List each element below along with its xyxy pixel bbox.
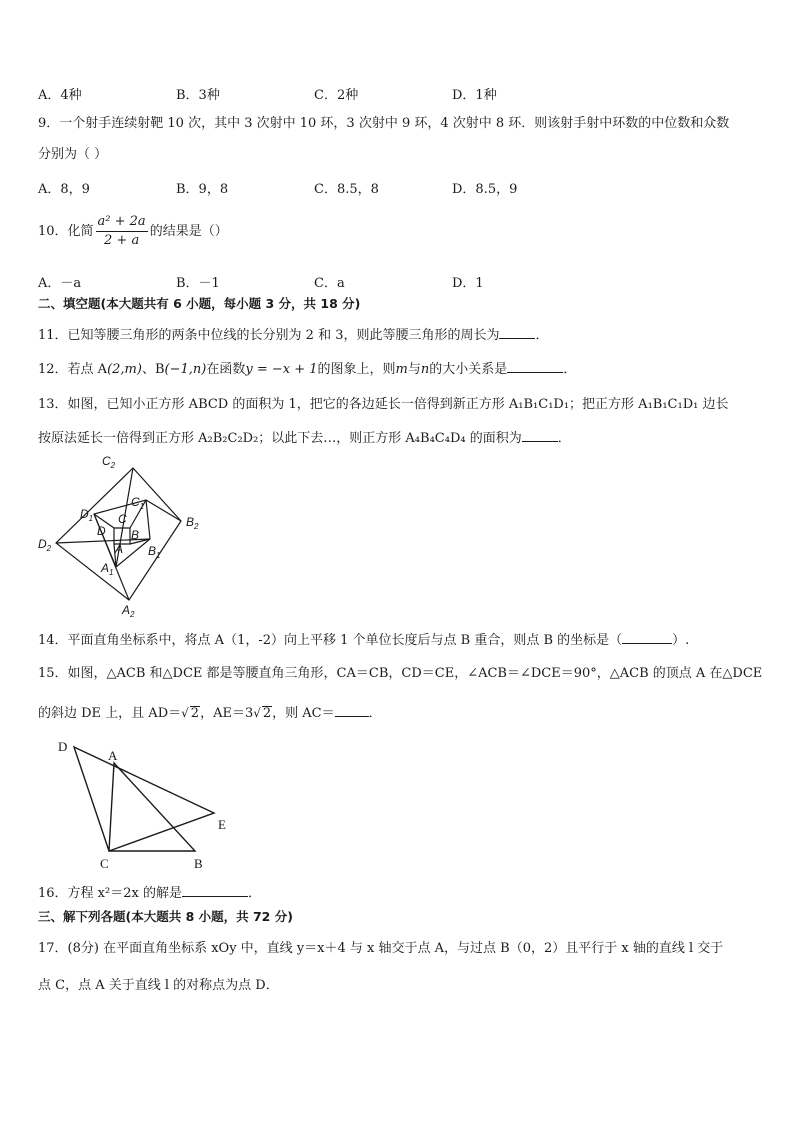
label-d: D [97, 524, 106, 538]
q15-end: ． [368, 706, 382, 721]
q13-period: ． [557, 431, 571, 446]
q15-sqrt-arg-1: 2 [190, 706, 200, 721]
q15-answer-blank [335, 704, 369, 717]
label-d1: $D_1$ [80, 507, 94, 523]
label-c2: $C_2$ [102, 454, 116, 470]
q9-stem-line1: 9．一个射手连续射靶 10 次，其中 3 次射中 10 环，3 次射中 9 环，4 次射中 8 环．则该射手射中环数的中位数和众数 [38, 116, 730, 131]
q16-text: 16．方程 x²＝2x 的解是 [38, 886, 182, 901]
q11-text: 11．已知等腰三角形的两条中位线的长分别为 2 和 3，则此等腰三角形的周长为 [38, 328, 500, 343]
label-d: D [58, 739, 68, 754]
q12-var-n: n [420, 362, 430, 377]
section-3-heading: 三、解下列各题(本大题共 8 小题，共 72 分) [38, 909, 293, 924]
q15-text-b: ，AE＝3 [200, 706, 254, 721]
q15-text-a: 的斜边 DE 上，且 AD＝ [38, 706, 182, 721]
q12-text-1: 12．若点 A [38, 362, 108, 377]
q12-point-b: (−1,n) [164, 362, 207, 377]
triangle-dce [74, 747, 214, 851]
q8-option-b: B．3种 [176, 88, 220, 103]
q15-sqrt-arg-2: 2 [262, 706, 272, 721]
q8-option-a: A．4种 [38, 88, 82, 103]
label-c: C [100, 856, 109, 871]
label-a: A [108, 748, 118, 763]
label-e: E [218, 817, 226, 832]
q13-answer-blank [522, 429, 558, 442]
diagonal-b2-c1 [146, 500, 181, 521]
square-a2b2c2d2 [56, 468, 181, 600]
q15-sqrt-sign-2: √ [253, 706, 261, 720]
q16-stem [38, 884, 261, 900]
q15-sqrt-sign-1: √ [181, 706, 189, 720]
q8-option-d: D．1种 [452, 88, 497, 103]
q10-numerator: a² + 2a [96, 213, 148, 232]
q8-option-c: C．2种 [314, 88, 359, 103]
q15-text-c: ，则 AC＝ [272, 706, 335, 721]
q10-stem [38, 213, 228, 250]
q9-option-a: A．8，9 [38, 182, 90, 197]
label-a2: $A_2$ [122, 603, 135, 619]
q13-line2-text: 按原法延长一倍得到正方形 A₂B₂C₂D₂；以此下去…，则正方形 A₄B₄C₄D₄ 的面积为 [38, 431, 522, 446]
label-b: B [131, 528, 140, 542]
q17-stem-line1: 17．(8分) 在平面直角坐标系 xOy 中，直线 y＝x＋4 与 x 轴交于点 A，与过点 B（0，2）且平行于 x 轴的直线 l 交于 [38, 941, 724, 956]
q10-option-b: B．－1 [176, 276, 220, 291]
q11-period: ． [535, 328, 549, 343]
q9-stem-line2: 分别为（ ） [38, 147, 108, 162]
q15-triangles-figure [52, 733, 252, 873]
q10-option-c: C．a [314, 276, 345, 291]
q12-period: ． [563, 362, 577, 377]
q13-nested-squares-figure [30, 448, 220, 620]
q14-end: ）. [672, 633, 690, 648]
q14-text: 14．平面直角坐标系中，将点 A（1，-2）向上平移 1 个单位长度后与点 B 重合，则点 B 的坐标是（ [38, 633, 623, 648]
q16-end: ． [247, 886, 261, 901]
q12-text-3: 在函数 [206, 362, 246, 377]
q10-option-d: D．1 [452, 276, 484, 291]
q9-option-c: C．8.5，8 [314, 182, 379, 197]
q13-stem-line2 [38, 429, 571, 445]
label-d2: $D_2$ [38, 537, 52, 553]
q10-suffix: 的结果是（） [149, 224, 228, 239]
label-a: A [115, 542, 124, 556]
q15-stem-line1: 15．如图，△ACB 和△DCE 都是等腰直角三角形，CA＝CB，CD＝CE，∠ACB＝∠DCE＝90°，△ACB 的顶点 A 在△DCE [38, 666, 763, 681]
q17-stem-line2: 点 C，点 A 关于直线 l 的对称点为点 D． [38, 978, 279, 993]
q11-answer-blank [499, 326, 535, 339]
q10-option-a: A．－a [38, 276, 82, 291]
q15-stem-line2 [38, 704, 382, 720]
q12-point-a: (2,m) [107, 362, 142, 377]
q12-answer-blank [507, 360, 563, 373]
label-b1: $B_1$ [148, 544, 161, 560]
triangle-acb [109, 763, 195, 851]
q10-fraction [96, 213, 148, 250]
q9-option-b: B．9，8 [176, 182, 229, 197]
q14-stem [38, 631, 689, 647]
q12-text-6: 的大小关系是 [429, 362, 508, 377]
q10-denominator: 2 + a [104, 233, 140, 248]
q12-text-2: 、B [141, 362, 165, 377]
q12-var-m: m [395, 362, 408, 377]
label-c: C [118, 512, 127, 526]
q16-answer-blank [182, 884, 248, 897]
q12-text-4: 的图象上，则 [317, 362, 396, 377]
q13-stem-line1: 13．如图，已知小正方形 ABCD 的面积为 1，把它的各边延长一倍得到新正方形 A₁B₁C₁D₁；把正方形 A₁B₁C₁D₁ 边长 [38, 397, 729, 412]
label-b: B [194, 856, 203, 871]
q9-option-d: D．8.5，9 [452, 182, 518, 197]
q14-answer-blank [622, 631, 672, 644]
q12-stem [38, 360, 576, 376]
q11-stem [38, 326, 549, 342]
section-2-heading: 二、填空题(本大题共有 6 小题，每小题 3 分，共 18 分) [38, 296, 361, 311]
label-c1: $C_1$ [131, 495, 145, 511]
label-a1: $A_1$ [101, 561, 114, 577]
q12-function: y = −x + 1 [245, 362, 318, 377]
q10-prefix: 10．化简 [38, 224, 94, 239]
q12-text-5: 与 [407, 362, 421, 377]
label-b2: $B_2$ [186, 515, 199, 531]
